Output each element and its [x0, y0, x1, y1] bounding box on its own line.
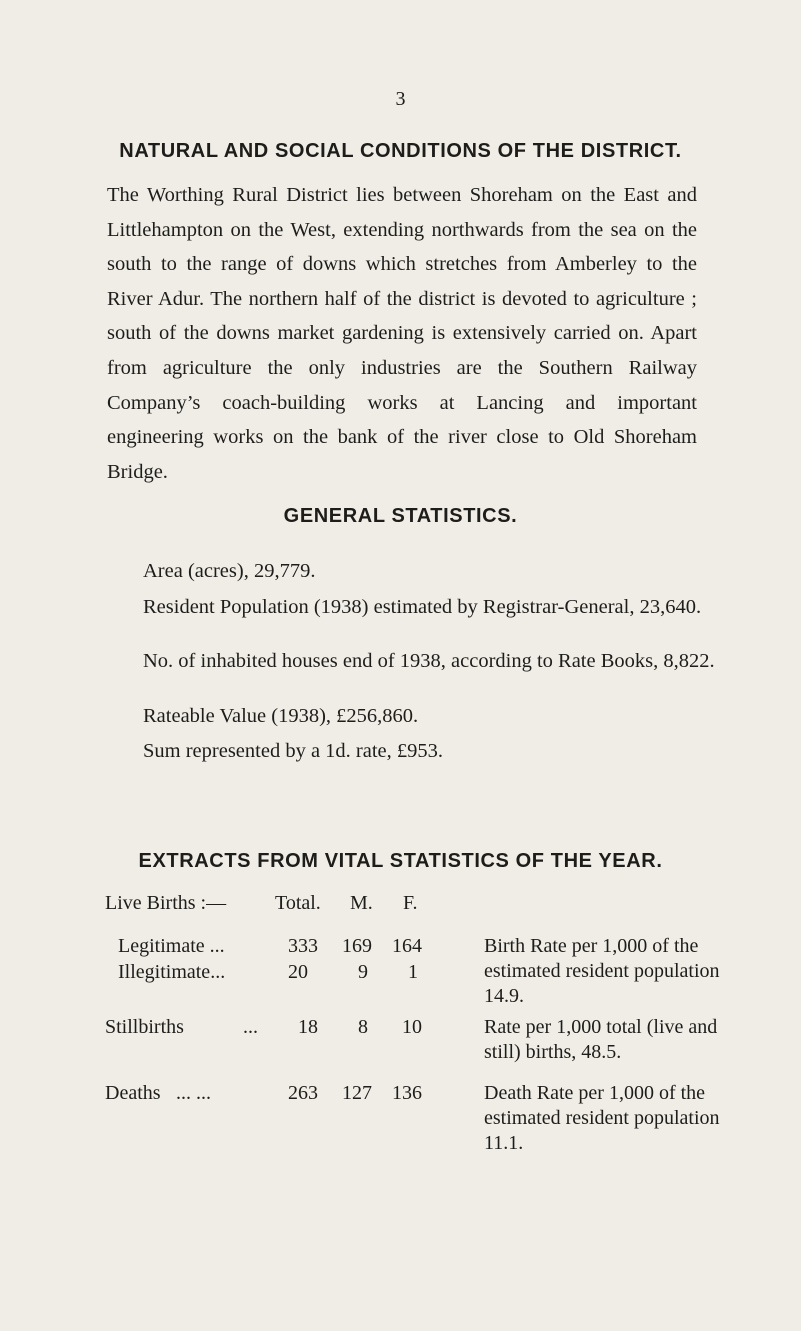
general-statistics-heading: GENERAL STATISTICS. [283, 505, 518, 527]
stillbirths-f: 10 [402, 1016, 422, 1038]
stillbirths-m: 8 [358, 1016, 368, 1038]
column-header-total: Total. [275, 892, 321, 914]
deaths-leader-dots: ... ... [176, 1082, 211, 1104]
deaths-total: 263 [288, 1082, 318, 1104]
birth-rate-note: Birth Rate per 1,000 of the estimated resident population 14.9. [484, 935, 720, 1007]
row-label-stillbirths: Stillbirths [105, 1016, 184, 1038]
stillbirths-total: 18 [298, 1016, 318, 1038]
natural-conditions-paragraph: The Worthing Rural District lies between Shoreham on the East and Littlehampton on the West, extending northwards from the sea on the south to the range of downs which stretches from Amberley to the River Adur. The northern half of the district is devoted to agriculture ; south of the downs market gardening is extensively carried on. Apart from agriculture the only industries are the Southern Railway Company’s coach-building works at Lancing and important engineering works on the bank of the river close to Old Shoreham Bridge. [107, 184, 697, 483]
rateable-value-statement: Rateable Value (1938), £256,860. [143, 705, 419, 727]
column-header-f: F. [403, 892, 418, 914]
stillbirth-rate-note: Rate per 1,000 total (live and still) births, 48.5. [484, 1016, 718, 1063]
vital-statistics-heading: EXTRACTS FROM VITAL STATISTICS OF THE YEAR. [138, 850, 663, 872]
illegitimate-m: 9 [358, 961, 368, 983]
row-label-deaths: Deaths [105, 1082, 161, 1104]
legitimate-f: 164 [392, 935, 422, 957]
live-births-label: Live Births :— [105, 892, 227, 914]
deaths-m: 127 [342, 1082, 372, 1104]
row-label-legitimate: Legitimate ... [118, 935, 225, 957]
area-statement: Area (acres), 29,779. [143, 560, 316, 582]
houses-statement: No. of inhabited houses end of 1938, according to Rate Books, 8,822. [143, 650, 715, 672]
legitimate-total: 333 [288, 935, 318, 957]
death-rate-note: Death Rate per 1,000 of the estimated resident population 11.1. [484, 1082, 720, 1154]
penny-rate-statement: Sum represented by a 1d. rate, £953. [143, 740, 444, 762]
legitimate-m: 169 [342, 935, 372, 957]
illegitimate-total: 20 [288, 961, 308, 983]
natural-conditions-heading: NATURAL AND SOCIAL CONDITIONS OF THE DISTRICT. [119, 140, 682, 162]
deaths-f: 136 [392, 1082, 422, 1104]
page-number: 3 [395, 88, 406, 110]
population-statement: Resident Population (1938) estimated by Registrar-General, 23,640. [143, 596, 702, 618]
column-header-m: M. [350, 892, 373, 914]
illegitimate-f: 1 [408, 961, 418, 983]
stillbirths-leader-dots: ... [243, 1016, 258, 1038]
row-label-illegitimate: Illegitimate... [118, 961, 226, 983]
